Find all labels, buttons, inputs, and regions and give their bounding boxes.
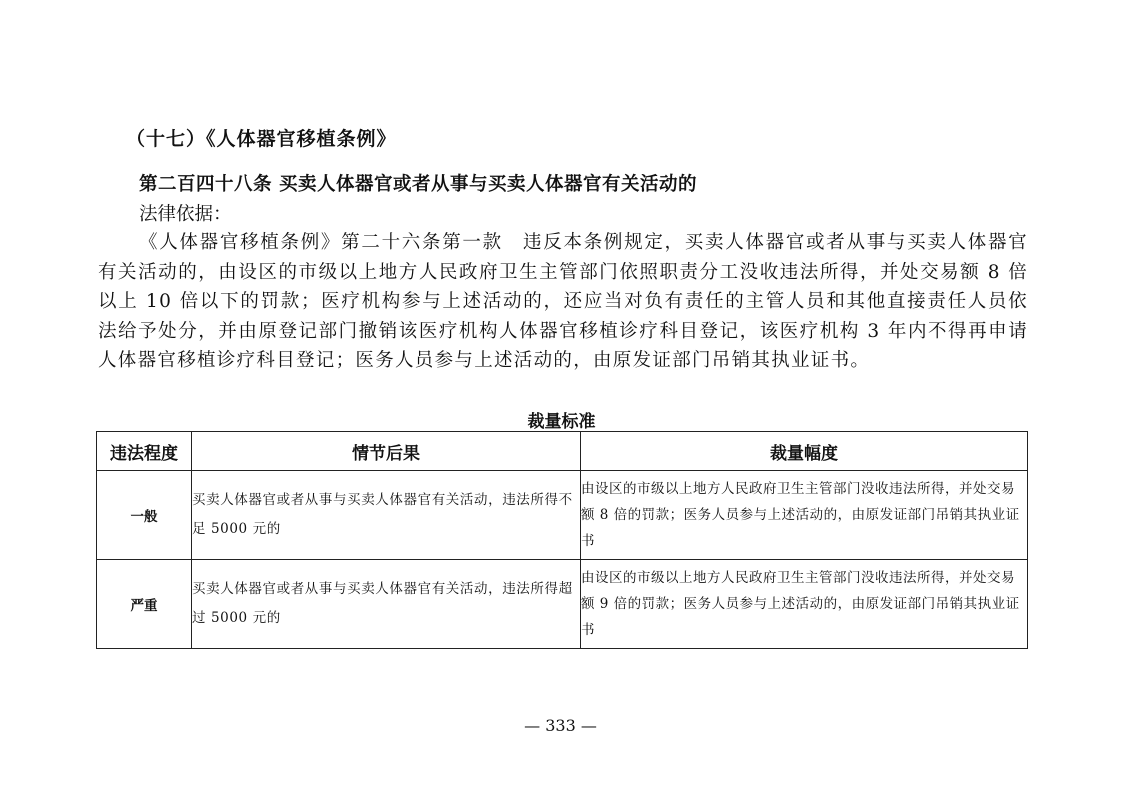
- page-number: — 333 —: [524, 716, 597, 735]
- header-violation-level: 违法程度: [97, 432, 192, 471]
- article-title: 第二百四十八条 买卖人体器官或者从事与买卖人体器官有关活动的: [139, 174, 697, 195]
- circumstance-cell: 买卖人体器官或者从事与买卖人体器官有关活动，违法所得超过 5000 元的: [192, 560, 581, 649]
- discretion-standard-table: [96, 431, 1028, 649]
- table-caption: 裁量标准: [527, 412, 596, 432]
- section-title: （十七）《人体器官移植条例》: [126, 128, 397, 150]
- table-row: [97, 471, 1028, 560]
- violation-level-cell: 一般: [97, 471, 192, 560]
- table-header-row: [97, 432, 1028, 471]
- header-circumstance: 情节后果: [192, 432, 581, 471]
- header-penalty-range: 裁量幅度: [581, 432, 1028, 471]
- legal-basis-label: 法律依据：: [139, 204, 232, 225]
- violation-level-cell: 严重: [97, 560, 192, 649]
- penalty-cell: 由设区的市级以上地方人民政府卫生主管部门没收违法所得，并处交易额 8 倍的罚款；医务人员参与上述活动的，由原发证部门吊销其执业证书: [581, 471, 1028, 560]
- table-row: [97, 560, 1028, 649]
- circumstance-cell: 买卖人体器官或者从事与买卖人体器官有关活动，违法所得不足 5000 元的: [192, 471, 581, 560]
- penalty-cell: 由设区的市级以上地方人民政府卫生主管部门没收违法所得，并处交易额 9 倍的罚款；医务人员参与上述活动的，由原发证部门吊销其执业证书: [581, 560, 1028, 649]
- legal-basis-text: 《人体器官移植条例》第二十六条第一款 违反本条例规定，买卖人体器官或者从事与买卖人体器官有关活动的，由设区的市级以上地方人民政府卫生主管部门依照职责分工没收违法所得，并处交易额 8 倍以上 10 倍以下的罚款；医疗机构参与上述活动的，还应当对负有责任的主管人员和其他直接责任人员依法给予处分，并由原登记部门撤销该医疗机构人体器官移植诊疗科目登记，该医疗机构 3 年内不得再申请人体器官移植诊疗科目登记；医务人员参与上述活动的，由原发证部门吊销其执业证书。: [98, 232, 1028, 371]
